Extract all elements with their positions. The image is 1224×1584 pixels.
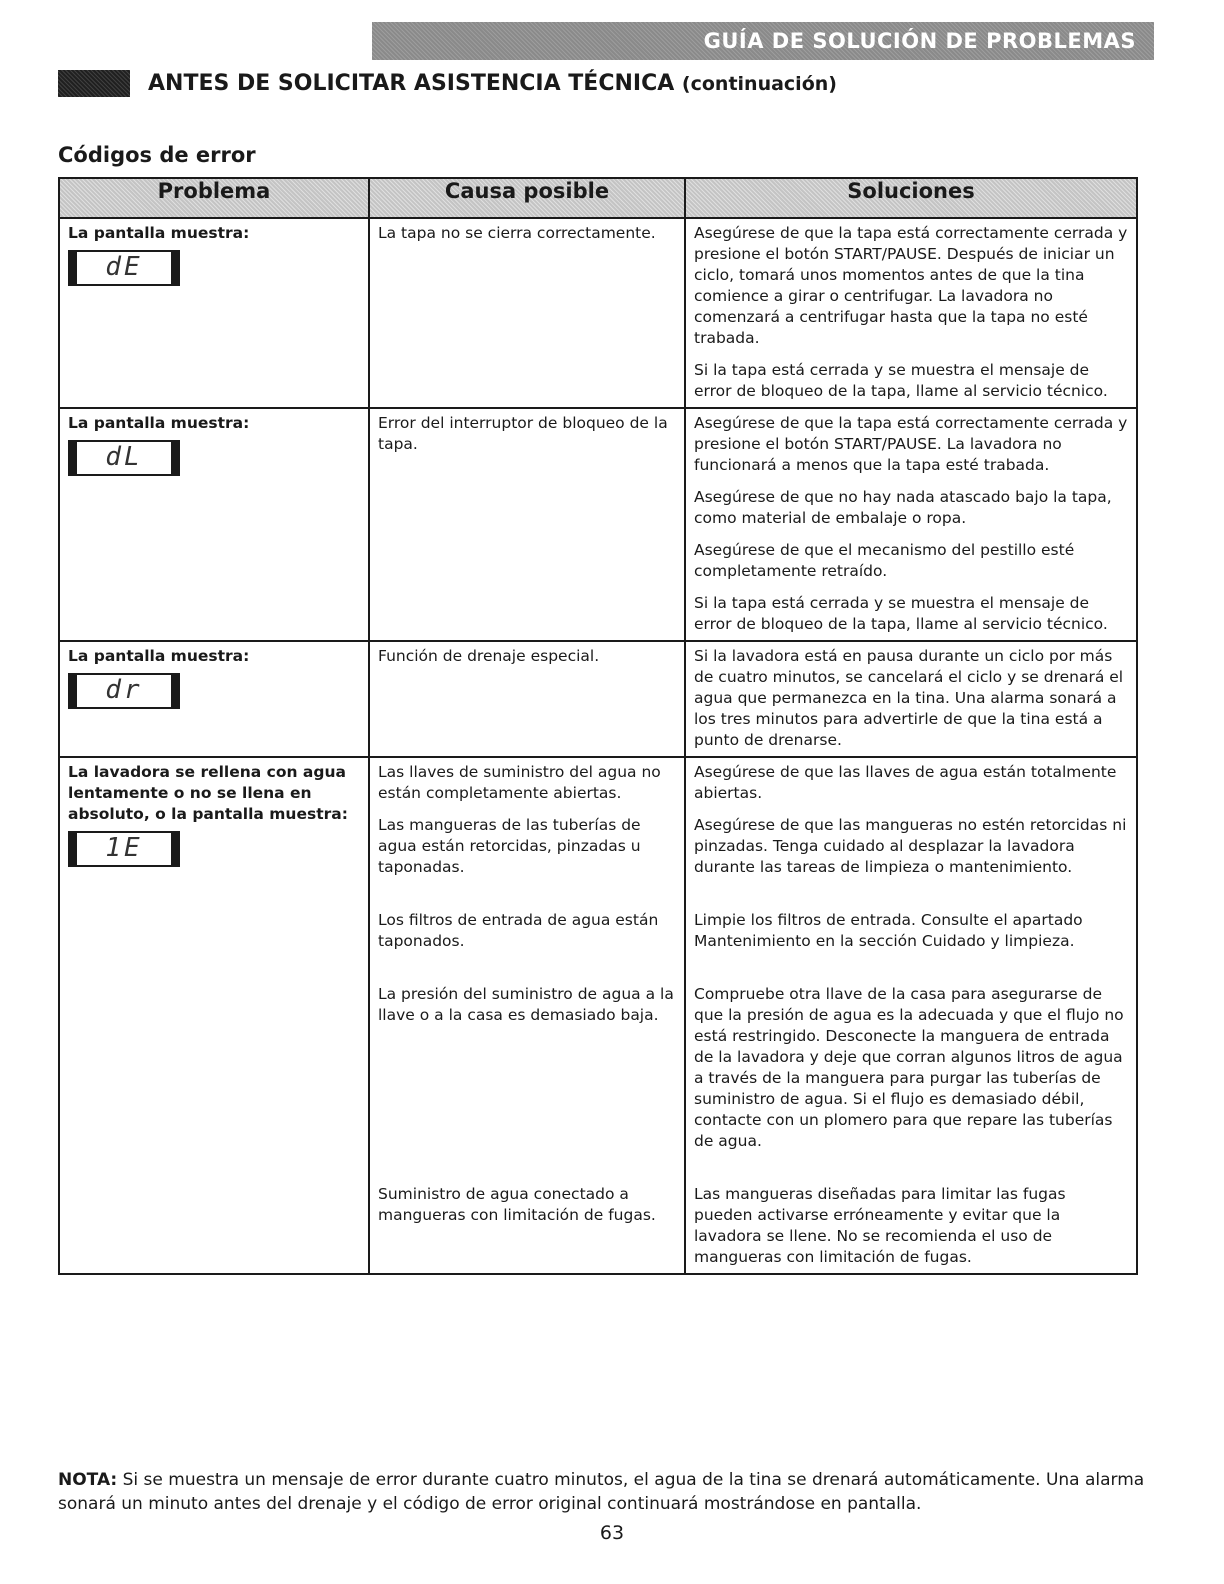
- cause-text: Suministro de agua conectado a mangueras con limitación de fugas.: [378, 1185, 656, 1224]
- cause-text: La tapa no se cierra correctamente.: [378, 224, 656, 242]
- table-row: [59, 408, 1137, 641]
- solution-text: Si la tapa está cerrada y se muestra el mensaje de error de bloqueo de la tapa, llame al servicio técnico.: [694, 594, 1108, 633]
- problem-label: La lavadora se rellena con agua lentamente o no se llena en absoluto, o la pantalla muestra:: [68, 763, 348, 823]
- section-title-main: ANTES DE SOLICITAR ASISTENCIA TÉCNICA: [148, 71, 675, 96]
- solution-text: Asegúrese de que el mecanismo del pestillo esté completamente retraído.: [694, 541, 1075, 580]
- solution-text: Limpie los filtros de entrada. Consulte el apartado Mantenimiento en la sección Cuidado y limpieza.: [694, 911, 1083, 950]
- cause-text: La presión del suministro de agua a la llave o a la casa es demasiado baja.: [378, 985, 674, 1024]
- problem-label: La pantalla muestra:: [68, 414, 250, 432]
- solution-text: Asegúrese de que la tapa está correctamente cerrada y presione el botón START/PAUSE. Después de iniciar un ciclo, tomará unos momentos antes de que la tina comience a girar o centrifugar. La lavadora no comenzará a centrifugar hasta que la tapa no esté trabada.: [694, 224, 1128, 347]
- display-code: dL: [105, 442, 143, 472]
- table-header-row: [59, 178, 1137, 218]
- error-codes-table: [58, 177, 1138, 1275]
- display-code: dr: [105, 675, 143, 705]
- display-code-icon: [68, 440, 180, 476]
- solution-text: Asegúrese de que las mangueras no estén retorcidas ni pinzadas. Tenga cuidado al desplazar la lavadora durante las tareas de limpieza o mantenimiento.: [694, 816, 1127, 876]
- display-code-icon: [68, 250, 180, 286]
- display-code: 1E: [105, 833, 143, 863]
- solution-text: Asegúrese de que la tapa está correctamente cerrada y presione el botón START/PAUSE. La lavadora no funcionará a menos que la tapa esté trabada.: [694, 414, 1128, 474]
- solution-cell: [685, 641, 1137, 757]
- cause-cell: [369, 757, 685, 1274]
- solution-text: Si la tapa está cerrada y se muestra el mensaje de error de bloqueo de la tapa, llame al servicio técnico.: [694, 361, 1108, 400]
- table-row: [59, 641, 1137, 757]
- solution-cell: [685, 757, 1137, 1274]
- section-marker: [58, 70, 130, 97]
- page-number: 63: [599, 1522, 625, 1544]
- cause-cell: [369, 641, 685, 757]
- display-code-icon: [68, 673, 180, 709]
- problem-label: La pantalla muestra:: [68, 647, 250, 665]
- solution-text: Asegúrese de que no hay nada atascado bajo la tapa, como material de embalaje o ropa.: [694, 488, 1112, 527]
- display-code-icon: [68, 831, 180, 867]
- section-title: [148, 70, 837, 98]
- problem-label: La pantalla muestra:: [68, 224, 250, 242]
- cause-text: Las mangueras de las tuberías de agua están retorcidas, pinzadas u taponadas.: [378, 816, 641, 876]
- table-row: [59, 757, 1137, 1274]
- note: [58, 1468, 1148, 1516]
- solution-text: Asegúrese de que las llaves de agua están totalmente abiertas.: [694, 763, 1117, 802]
- solution-cell: [685, 408, 1137, 641]
- subtitle: Códigos de error: [58, 143, 256, 167]
- solution-text: Compruebe otra llave de la casa para asegurarse de que la presión de agua es la adecuada y que el flujo no está restringido. Desconecte la manguera de entrada de la lavadora y deje que corran algunos litros de agua a través de la manguera para purgar las tuberías de suministro de agua. Si el flujo es demasiado débil, contacte con un plomero para que repare las tuberías de agua.: [694, 985, 1124, 1150]
- header-problem: Problema: [59, 178, 369, 218]
- section-banner: GUÍA DE SOLUCIÓN DE PROBLEMAS: [372, 22, 1154, 60]
- display-code: dE: [105, 252, 143, 282]
- cause-text: Los filtros de entrada de agua están taponados.: [378, 911, 659, 950]
- header-solutions: Soluciones: [685, 178, 1137, 218]
- header-cause: Causa posible: [369, 178, 685, 218]
- cause-text: Las llaves de suministro del agua no están completamente abiertas.: [378, 763, 661, 802]
- note-label: NOTA:: [58, 1470, 118, 1490]
- problem-cell: [59, 757, 369, 1274]
- solution-text: Las mangueras diseñadas para limitar las fugas pueden activarse erróneamente y evitar que la lavadora se llene. No se recomienda el uso de mangueras con limitación de fugas.: [694, 1185, 1066, 1266]
- cause-text: Error del interruptor de bloqueo de la tapa.: [378, 414, 668, 453]
- note-text: Si se muestra un mensaje de error durante cuatro minutos, el agua de la tina se drenará automáticamente. Una alarma sonará un minuto antes del drenaje y el código de error original continuará mostrándose en pantalla.: [58, 1470, 1145, 1514]
- solution-cell: [685, 218, 1137, 408]
- section-title-suffix: (continuación): [681, 73, 837, 95]
- cause-cell: [369, 408, 685, 641]
- cause-cell: [369, 218, 685, 408]
- problem-cell: [59, 408, 369, 641]
- problem-cell: [59, 641, 369, 757]
- solution-text: Si la lavadora está en pausa durante un ciclo por más de cuatro minutos, se cancelará el ciclo y se drenará el agua que permanezca en la tina. Una alarma sonará a los tres minutos para advertirle de que la tina está a punto de drenarse.: [694, 647, 1124, 749]
- problem-cell: [59, 218, 369, 408]
- cause-text: Función de drenaje especial.: [378, 647, 600, 665]
- table-row: [59, 218, 1137, 408]
